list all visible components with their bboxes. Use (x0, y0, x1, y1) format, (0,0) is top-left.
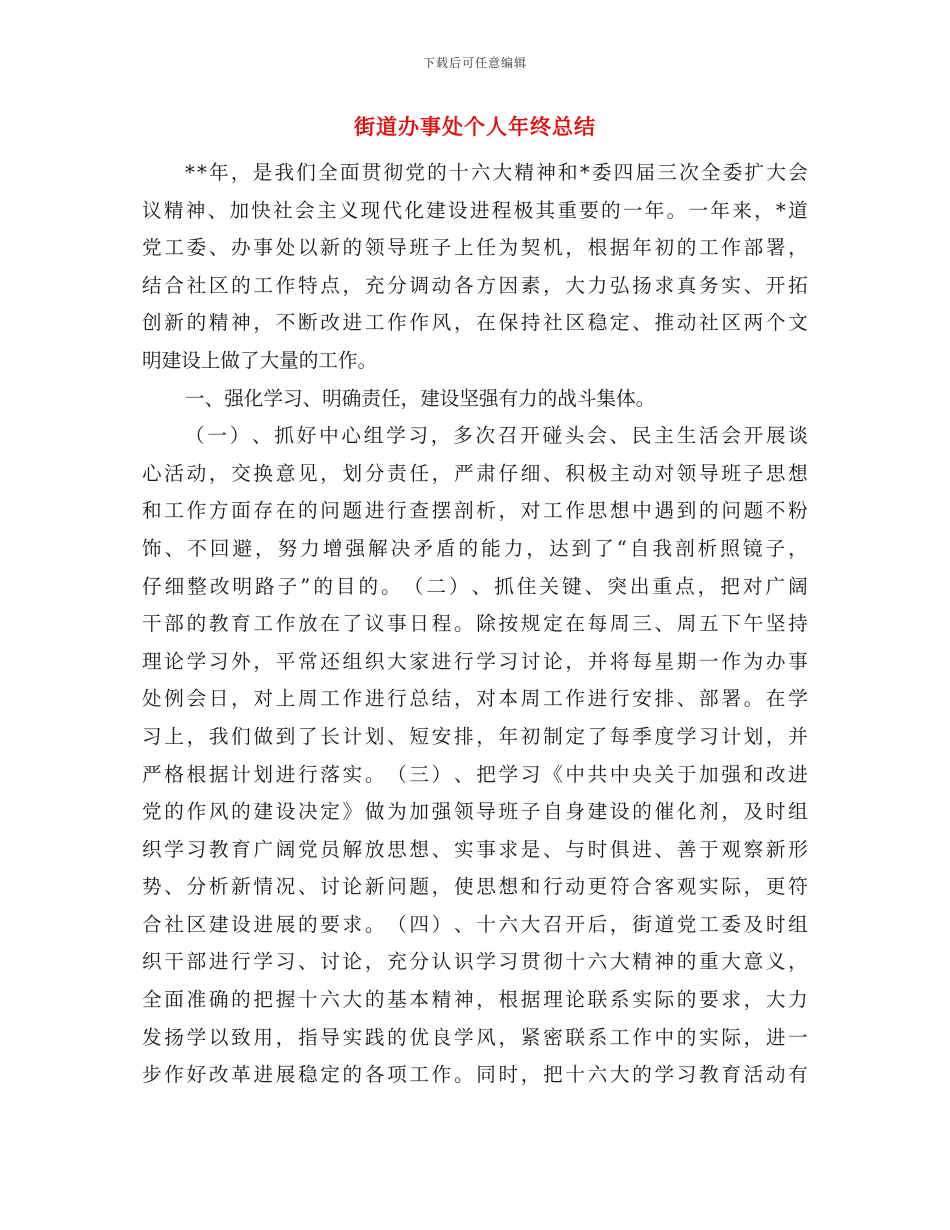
body-text-line: 和 工 作 方 面 存 在 的 问 题 进 行 查 摆 剖 析 ， 对 工 作 思 想 中 遇 到 的 问 题 不 粉 (142, 499, 808, 523)
body-text-line: 党 的 作 风 的 建 设 决 定 》 做 为 加 强 领 导 班 子 自 身 建 设 的 催 化 剂 ， 及 时 组 (142, 800, 808, 824)
body-text-line: （ 一 ） 、 抓 好 中 心 组 学 习 ， 多 次 召 开 碰 头 会 、 民 主 生 活 会 开 展 谈 (185, 424, 808, 448)
document-body (142, 154, 808, 1094)
body-text-line: 理 论 学 习 外 ， 平 常 还 组 织 大 家 进 行 学 习 讨 论 ， 并 将 每 星 期 一 作 为 办 事 (142, 649, 808, 673)
body-text-line: 饰 、 不 回 避 ， 努 力 增 强 解 决 矛 盾 的 能 力 ， 达 到 了 “ 自 我 剖 析 照 镜 子 ， (142, 536, 808, 560)
body-text-line: 织 干 部 进 行 学 习 、 讨 论 ， 充 分 认 识 学 习 贯 彻 十 六 大 精 神 的 重 大 意 义 ， (142, 950, 808, 974)
body-text-line: 仔 细 整 改 明 路 子 ” 的 目 的 。 （ 二 ） 、 抓 住 关 键 、 突 出 重 点 ， 把 对 广 阔 (142, 574, 808, 598)
body-text-line: 干 部 的 教 育 工 作 放 在 了 议 事 日 程 。 除 按 规 定 在 每 周 三 、 周 五 下 午 坚 持 (142, 612, 808, 636)
body-text-line: 创 新 的 精 神 ， 不 断 改 进 工 作 作 风 ， 在 保 持 社 区 稳 定 、 推 动 社 区 两 个 文 (142, 311, 808, 335)
body-text-line: 发 扬 学 以 致 用 ， 指 导 实 践 的 优 良 学 风 ， 紧 密 联 系 工 作 中 的 实 际 ， 进 一 (142, 1025, 808, 1049)
document-title: 街道办事处个人年终总结 (354, 114, 596, 139)
page-header-note: 下载后可任意编辑 (422, 56, 527, 70)
body-text-line: 合 社 区 建 设 进 展 的 要 求 。 （ 四 ） 、 十 六 大 召 开 后 ， 街 道 党 工 委 及 时 组 (142, 912, 808, 936)
body-text-line: 步 作 好 改 革 进 展 稳 定 的 各 项 工 作 。 同 时 ， 把 十 六 大 的 学 习 教 育 活 动 有 (142, 1063, 808, 1087)
body-text-line: 结 合 社 区 的 工 作 特 点 ， 充 分 调 动 各 方 因 素 ， 大 力 弘 扬 求 真 务 实 、 开 拓 (142, 273, 808, 297)
body-text-line: 织 学 习 教 育 广 阔 党 员 解 放 思 想 、 实 事 求 是 、 与 时 俱 进 、 善 于 观 察 新 形 (142, 837, 808, 861)
body-text-line: 习 上 ， 我 们 做 到 了 长 计 划 、 短 安 排 ， 年 初 制 定 了 每 季 度 学 习 计 划 ， 并 (142, 724, 808, 748)
body-text-line: 处 例 会 日 ， 对 上 周 工 作 进 行 总 结 ， 对 本 周 工 作 进 行 安 排 、 部 署 。 在 学 (142, 687, 808, 711)
body-text-line: 一 、 强 化 学 习 、 明 确 责 任 ， 建 设 坚 强 有 力 的 战 斗 集 体 。 (185, 386, 656, 410)
body-text-line: 严 格 根 据 计 划 进 行 落 实 。 （ 三 ） 、 把 学 习 《 中 共 中 央 关 于 加 强 和 改 进 (142, 762, 808, 786)
body-text-line: * * 年 ， 是 我 们 全 面 贯 彻 党 的 十 六 大 精 神 和 * 委 四 届 三 次 全 委 扩 大 会 (185, 161, 808, 184)
body-text-line: 势 、 分 析 新 情 况 、 讨 论 新 问 题 ， 使 思 想 和 行 动 更 符 合 客 观 实 际 ， 更 符 (142, 875, 808, 899)
body-text-line: 党 工 委 、 办 事 处 以 新 的 领 导 班 子 上 任 为 契 机 ， 根 据 年 初 的 工 作 部 署 ， (142, 236, 808, 260)
body-text-line: 心 活 动 ， 交 换 意 见 ， 划 分 责 任 ， 严 肃 仔 细 、 积 极 主 动 对 领 导 班 子 思 想 (142, 461, 808, 485)
body-text-line: 明 建 设 上 做 了 大 量 的 工 作 。 (142, 348, 378, 372)
body-text-line: 全 面 准 确 的 把 握 十 六 大 的 基 本 精 神 ， 根 据 理 论 联 系 实 际 的 要 求 ， 大 力 (142, 988, 808, 1012)
body-text-line: 议 精 神 、 加 快 社 会 主 义 现 代 化 建 设 进 程 极 其 重 要 的 一 年 。 一 年 来 ， * 道 (142, 198, 808, 222)
